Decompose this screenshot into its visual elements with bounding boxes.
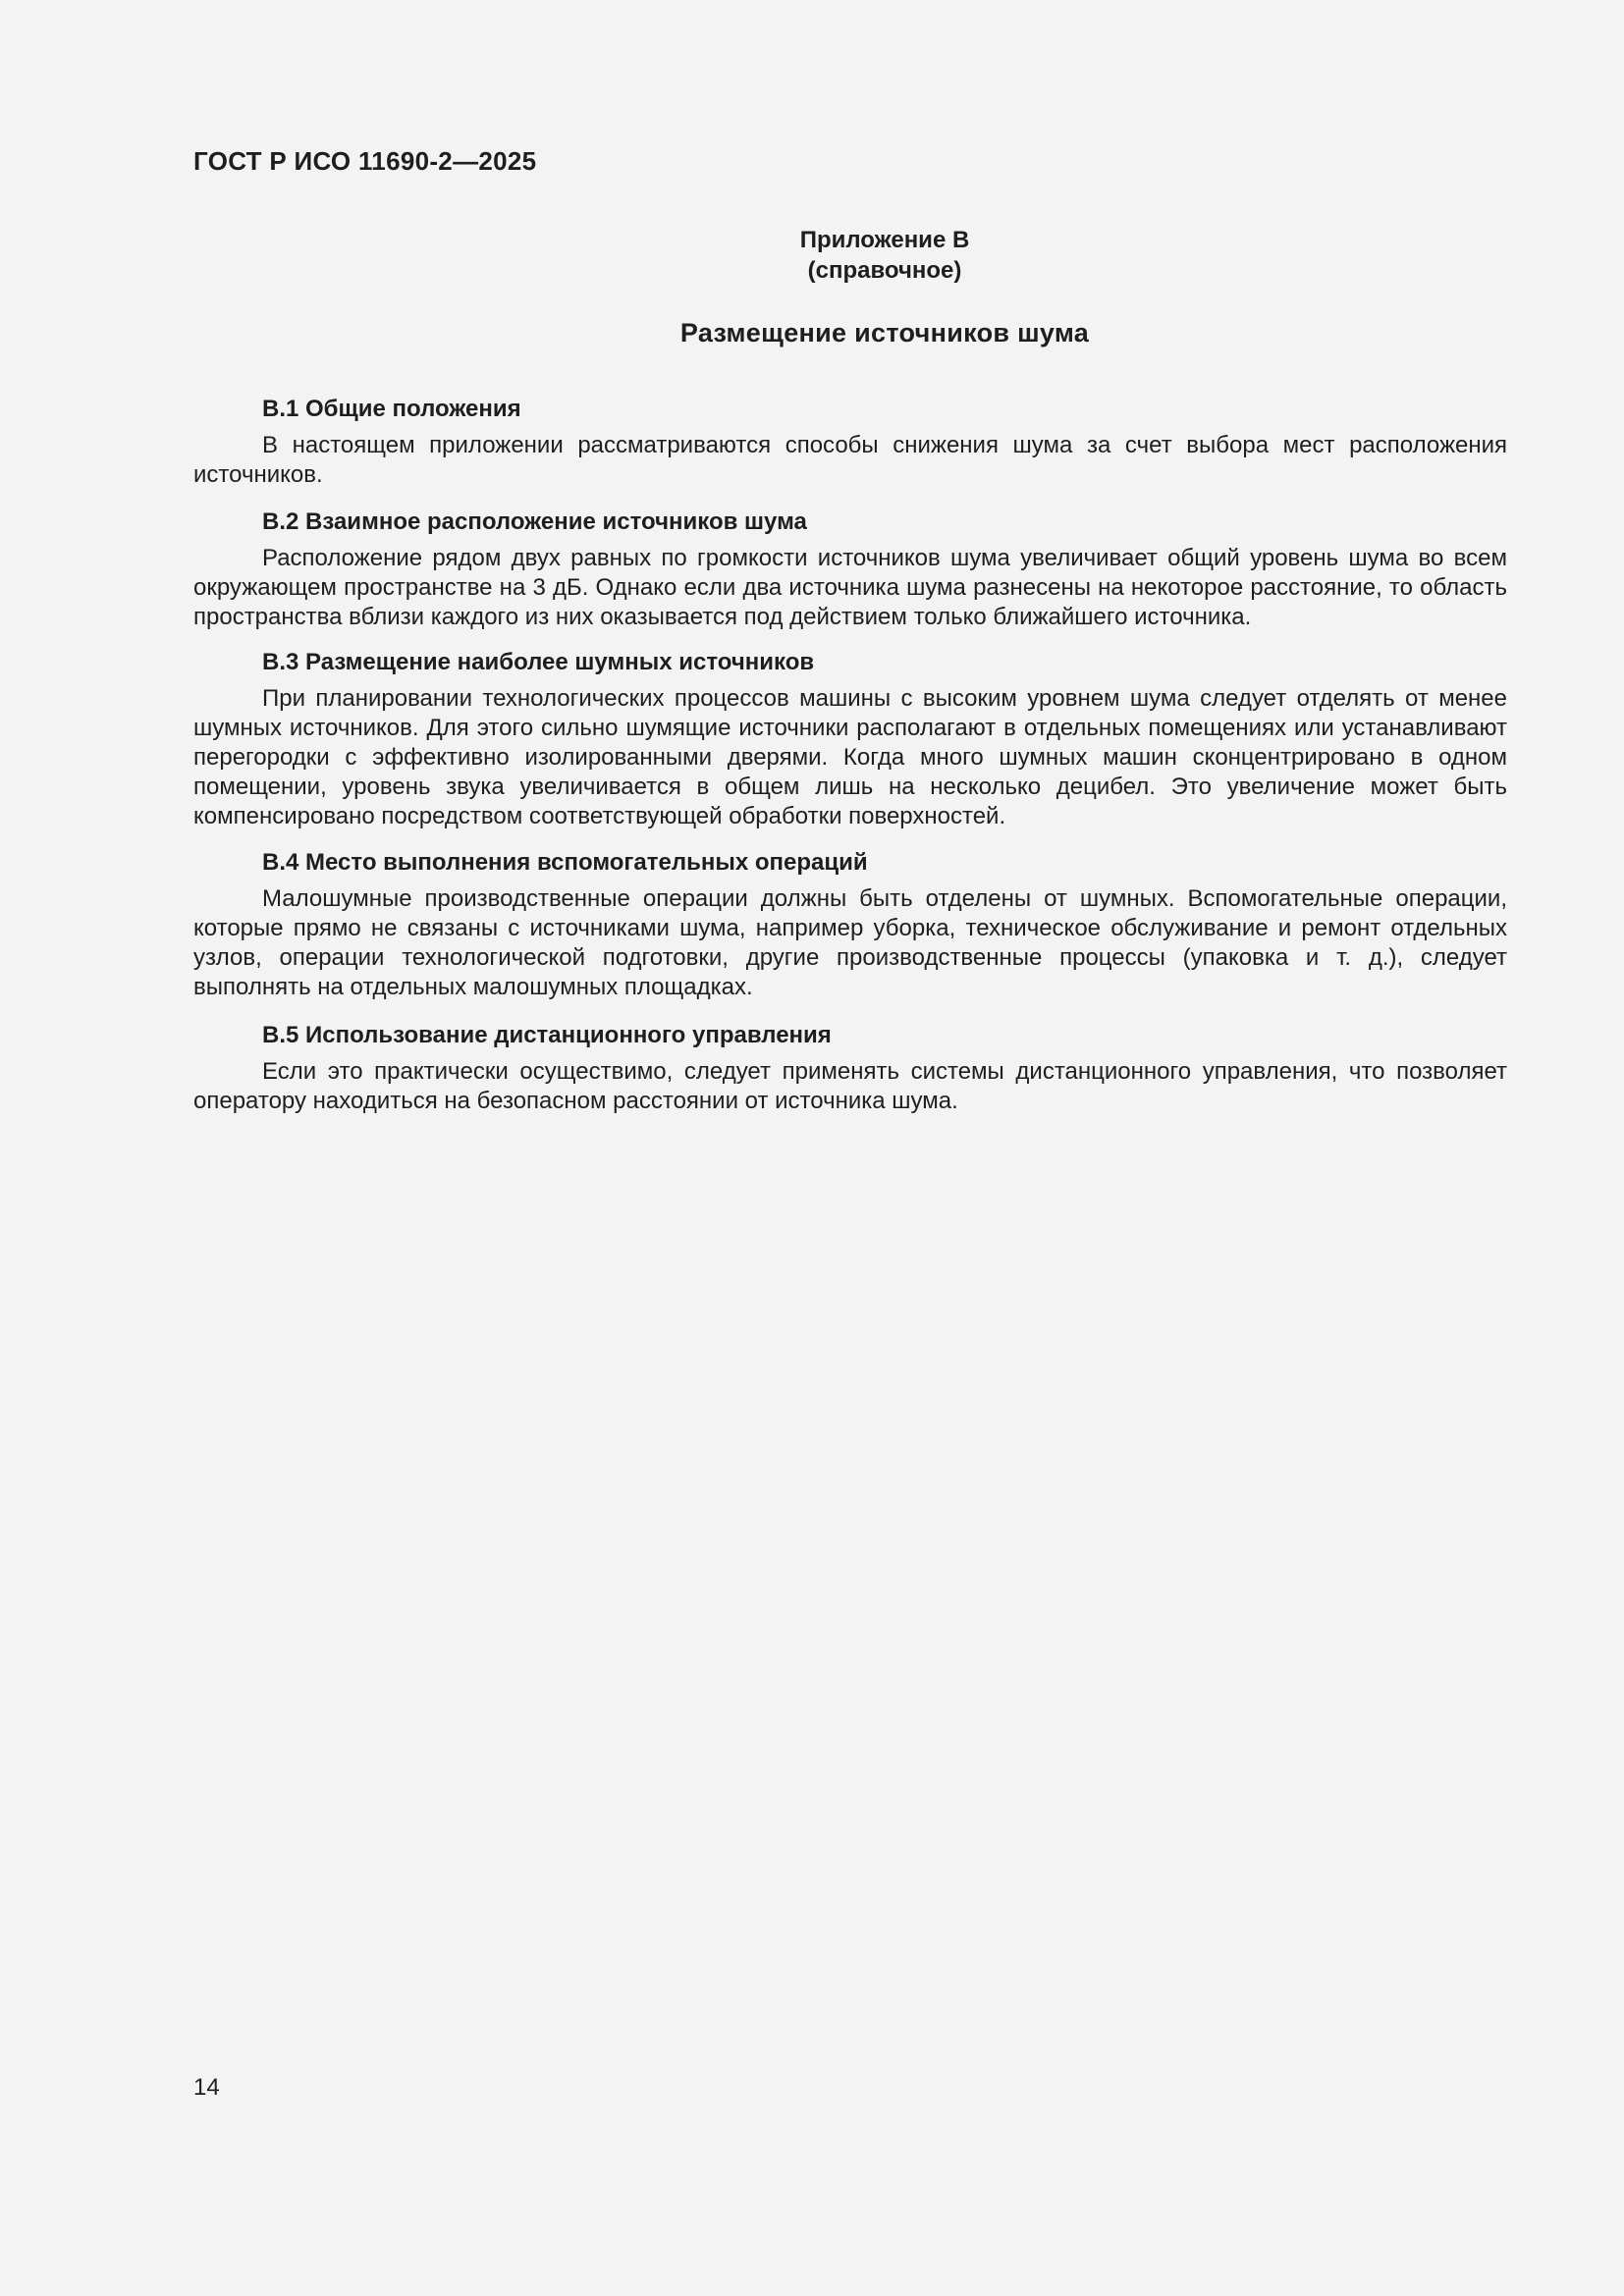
section-heading: В.2 Взаимное расположение источников шума xyxy=(262,508,807,535)
annex-content xyxy=(193,395,1507,1116)
section-heading: В.4 Место выполнения вспомогательных операций xyxy=(262,849,868,876)
section-text: Малошумные производственные операции должны быть отделены от шумных. Вспомогательные операции, которые прямо не связаны с источниками шума, например уборка, техническое обслуживание и ремонт отдельных узлов, операции технологической подготовки, другие производственные процессы (упаковка и т. д.), следует выполнять на отдельных малошумных площадках. xyxy=(193,885,1507,1000)
section-text: В настоящем приложении рассматриваются способы снижения шума за счет выбора мест расположения источников. xyxy=(193,432,1507,488)
section-text: Если это практически осуществимо, следует применять системы дистанционного управления, что позволяет оператору находиться на безопасном расстоянии от источника шума. xyxy=(193,1058,1507,1114)
section-remote-control xyxy=(193,1021,1507,1116)
page-number: 14 xyxy=(193,2074,220,2101)
section-heading: В.5 Использование дистанционного управления xyxy=(262,1022,832,1048)
annex-heading: Размещение источников шума xyxy=(679,318,1090,347)
section-heading: В.3 Размещение наиболее шумных источников xyxy=(262,649,815,675)
annex-title: Приложение В xyxy=(799,227,970,253)
annex-kind: (справочное) xyxy=(807,257,962,284)
section-heading: В.1 Общие положения xyxy=(262,396,521,422)
section-text: Расположение рядом двух равных по громкости источников шума увеличивает общий уровень шума во всем окружающем пространстве на 3 дБ. Однако если два источника шума разнесены на некоторое расстояние, то область пространства вблизи каждого из них оказывается под действием только ближайшего источника. xyxy=(193,545,1507,630)
section-mutual-placement xyxy=(193,507,1507,632)
section-general xyxy=(193,395,1507,490)
annex-title-block xyxy=(193,225,1507,348)
section-auxiliary-operations xyxy=(193,848,1507,1002)
document-code: ГОСТ Р ИСО 11690-2—2025 xyxy=(193,146,537,176)
section-text: При планировании технологических процессов машины с высоким уровнем шума следует отделять от менее шумных источников. Для этого сильно шумящие источники располагают в отдельных помещениях или устанавливают перегородки с эффективно изолированными дверями. Когда много шумных машин сконцентрировано в одном помещении, уровень звука увеличивается в общем лишь на несколько децибел. Это увеличение может быть компенсировано посредством соответствующей обработки поверхностей. xyxy=(193,685,1507,829)
section-noisiest-sources xyxy=(193,648,1507,831)
